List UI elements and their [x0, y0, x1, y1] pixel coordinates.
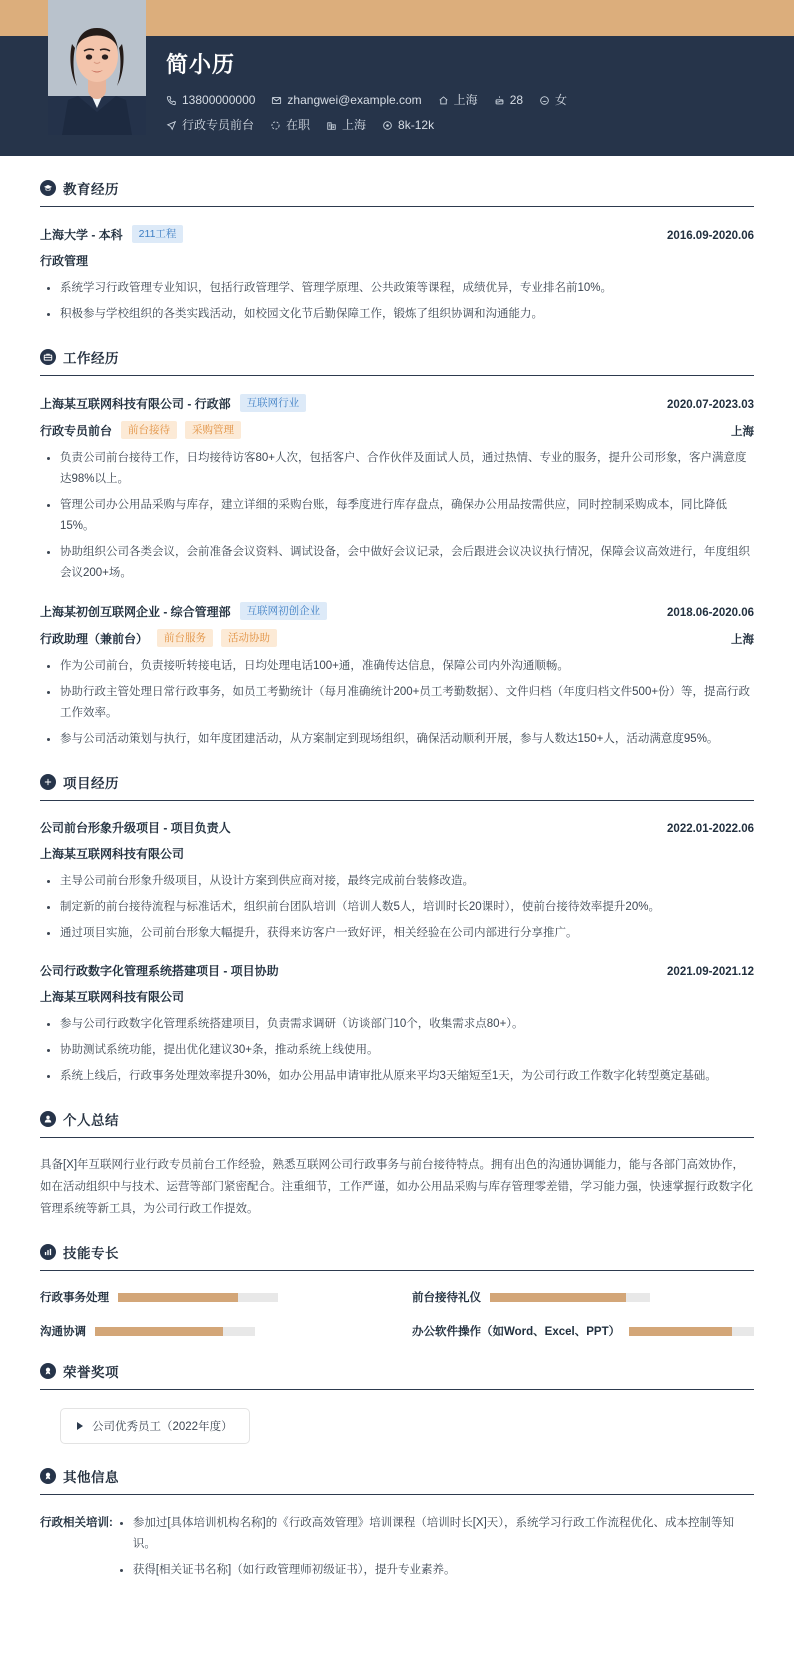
- meta-age-text: 28: [509, 93, 524, 107]
- work-bullets: [44, 656, 754, 750]
- list-item: 作为公司前台，负责接听转接电话，日均处理电话100+通，准确传达信息，保障公司内外沟通顺畅。: [44, 656, 754, 677]
- section-title-skills: 技能专长: [63, 1246, 119, 1261]
- skills-grid: [40, 1289, 754, 1339]
- mail-icon: [271, 95, 282, 106]
- section-projects: [40, 772, 754, 1087]
- list-item: 负责公司前台接待工作，日均接待访客80+人次，包括客户、合作伙伴及面试人员，通过热情、专业的服务，提升公司形象，客户满意度达98%以上。: [44, 448, 754, 490]
- list-item: 获得[相关证书名称]（如行政管理师初级证书），提升专业素养。: [117, 1560, 754, 1581]
- section-title-projects: 项目经历: [63, 776, 119, 791]
- skill-bar-track: [118, 1293, 278, 1302]
- project-name: 公司行政数字化管理系统搭建项目 - 项目协助: [40, 964, 279, 978]
- work-role-left: [40, 421, 249, 439]
- person-icon: [40, 1111, 56, 1127]
- list-item: 积极参与学校组织的各类实践活动，如校园文化节后勤保障工作，锻炼了组织协调和沟通能力。: [44, 304, 754, 325]
- target-icon: [166, 120, 177, 131]
- meta-phone: [166, 90, 255, 110]
- meta-hometown-text: 上海: [453, 93, 478, 107]
- work-icon: [40, 349, 56, 365]
- project-entry-header: [40, 819, 754, 836]
- work-skill-tag: 采购管理: [185, 421, 241, 439]
- skill-bar-fill: [118, 1293, 238, 1302]
- project-company: 上海某互联网科技有限公司: [40, 990, 185, 1004]
- work-entry-left: [40, 394, 314, 412]
- section-header-other-info: [40, 1466, 754, 1495]
- work-location: 上海: [731, 425, 754, 438]
- skill-item: [412, 1323, 754, 1339]
- work-entry-header: [40, 602, 754, 620]
- project-icon: [40, 774, 56, 790]
- project-entry: [40, 819, 754, 944]
- skill-item: [40, 1289, 382, 1305]
- list-item: 主导公司前台形象升级项目，从设计方案到供应商对接，最终完成前台装修改造。: [44, 871, 754, 892]
- resume-body: [0, 178, 794, 1586]
- honor-chip[interactable]: [60, 1408, 250, 1444]
- section-header-projects: [40, 772, 754, 801]
- skill-bar-track: [95, 1327, 255, 1336]
- meta-target-position: [166, 115, 254, 135]
- section-title-education: 教育经历: [63, 182, 119, 197]
- meta-salary-text: 8k-12k: [398, 118, 435, 132]
- skill-label: 前台接待礼仪: [412, 1292, 481, 1304]
- meta-gender: [539, 90, 567, 110]
- meta-city: [326, 115, 366, 135]
- education-tag: 211工程: [132, 225, 184, 243]
- section-skills: [40, 1242, 754, 1339]
- section-title-summary: 个人总结: [63, 1113, 119, 1128]
- work-company: 上海某互联网科技有限公司 - 行政部: [40, 396, 231, 411]
- cake-icon: [494, 95, 505, 106]
- list-item: 协助组织公司各类会议，会前准备会议资料、调试设备，会中做好会议记录，会后跟进会议决议执行情况，保障会议高效进行，年度组织会议200+场。: [44, 542, 754, 584]
- list-item: 参与公司活动策划与执行，如年度团建活动，从方案制定到现场组织，确保活动顺利开展，参与人数达150+人，活动满意度95%。: [44, 729, 754, 750]
- work-entry-header: [40, 394, 754, 412]
- meta-job-status: [270, 115, 310, 135]
- section-header-honors: [40, 1361, 754, 1390]
- contact-meta-row-1: [166, 90, 754, 110]
- skill-bar-fill: [490, 1293, 626, 1302]
- work-skill-tag: 活动协助: [221, 629, 277, 647]
- list-item: 参与公司行政数字化管理系统搭建项目，负责需求调研（访谈部门10个，收集需求点80+）。: [44, 1014, 754, 1035]
- list-item: 管理公司办公用品采购与库存，建立详细的采购台账，每季度进行库存盘点，确保办公用品按需供应，同时控制采购成本，同比降低15%。: [44, 495, 754, 537]
- work-skill-tag: 前台接待: [121, 421, 177, 439]
- meta-hometown: [438, 90, 478, 110]
- meta-email-text: zhangwei@example.com: [287, 93, 422, 107]
- skill-item: [40, 1323, 382, 1339]
- education-bullets: [44, 278, 754, 325]
- education-entry-header: [40, 225, 754, 243]
- skill-label: 沟通协调: [40, 1326, 86, 1338]
- section-header-work: [40, 347, 754, 376]
- page-title: 简小历: [166, 52, 236, 77]
- honor-icon: [40, 1363, 56, 1379]
- meta-gender-text: 女: [555, 93, 568, 107]
- section-education: [40, 178, 754, 325]
- section-title-other-info: 其他信息: [63, 1470, 119, 1485]
- meta-target-text: 行政专员前台: [182, 118, 255, 132]
- work-date: 2018.06-2020.06: [667, 606, 754, 619]
- work-role-row: [40, 421, 754, 439]
- summary-text: 具备[X]年互联网行业行政专员前台工作经验，熟悉互联网公司行政事务与前台接待特点。拥有出色的沟通协调能力，能与各部门高效协作，如在活动组织中与技术、运营等部门紧密配合。注重细节，工作严谨，如办公用品采购与库存管理零差错，学习能力强，快速掌握行政数字化管理系统等新工具，为公司行政工作提效。: [40, 1159, 753, 1215]
- education-school: 上海大学 - 本科: [40, 227, 123, 242]
- list-item: 通过项目实施，公司前台形象大幅提升，获得来访客户一致好评，相关经验在公司内部进行分享推广。: [44, 923, 754, 944]
- project-bullets: [44, 1014, 754, 1087]
- section-title-honors: 荣誉奖项: [63, 1365, 119, 1380]
- meta-salary: [382, 115, 434, 135]
- project-date: 2022.01-2022.06: [667, 823, 754, 835]
- meta-city-text: 上海: [342, 118, 367, 132]
- education-entry: [40, 225, 754, 325]
- education-major: 行政管理: [40, 254, 89, 268]
- work-skill-tag: 前台服务: [157, 629, 213, 647]
- section-other-info: [40, 1466, 754, 1586]
- list-item: 制定新的前台接待流程与标准话术，组织前台团队培训（培训人数5人，培训时长20课时），使前台接待效率提升20%。: [44, 897, 754, 918]
- section-summary: [40, 1109, 754, 1220]
- honor-label: 公司优秀员工（2022年度）: [92, 1421, 233, 1433]
- project-company: 上海某互联网科技有限公司: [40, 847, 185, 861]
- list-item: 系统上线后，行政事务处理效率提升30%，如办公用品申请审批从原来平均3天缩短至1天，为公司行政工作数字化转型奠定基础。: [44, 1066, 754, 1087]
- meta-email: [271, 90, 421, 110]
- skill-label: 行政事务处理: [40, 1292, 109, 1304]
- resume-header: [0, 36, 794, 156]
- other-info-block: [40, 1513, 754, 1586]
- skill-bar-track: [490, 1293, 650, 1302]
- meta-age: [494, 90, 523, 110]
- list-item: 参加过[具体培训机构名称]的《行政高效管理》培训课程（培训时长[X]天），系统学习行政工作流程优化、成本控制等知识。: [117, 1513, 754, 1555]
- meta-job-status-text: 在职: [286, 118, 311, 132]
- education-date: 2016.09-2020.06: [667, 229, 754, 242]
- work-date: 2020.07-2023.03: [667, 398, 754, 411]
- work-role-left: [40, 629, 285, 647]
- avatar-photo: [48, 0, 146, 135]
- salary-icon: [382, 120, 393, 131]
- list-item: 协助测试系统功能，提出优化建议30+条，推动系统上线使用。: [44, 1040, 754, 1061]
- city-icon: [326, 120, 337, 131]
- skill-bar-fill: [629, 1327, 731, 1336]
- section-header-summary: [40, 1109, 754, 1138]
- other-info-label: 行政相关培训:: [40, 1517, 113, 1529]
- other-icon: [40, 1468, 56, 1484]
- honor-list: [40, 1408, 754, 1444]
- work-entry: [40, 602, 754, 750]
- work-industry-tag: 互联网行业: [240, 394, 307, 412]
- work-role-row: [40, 629, 754, 647]
- work-location: 上海: [731, 633, 754, 646]
- list-item: 系统学习行政管理专业知识，包括行政管理学、管理学原理、公共政策等课程，成绩优异，专业排名前10%。: [44, 278, 754, 299]
- work-bullets: [44, 448, 754, 584]
- skill-bar-track: [629, 1327, 754, 1336]
- meta-phone-text: 13800000000: [182, 93, 256, 107]
- skill-icon: [40, 1244, 56, 1260]
- skill-label: 办公软件操作（如Word、Excel、PPT）: [412, 1326, 621, 1338]
- education-entry-left: [40, 225, 191, 243]
- project-name: 公司前台形象升级项目 - 项目负责人: [40, 821, 231, 835]
- section-title-work: 工作经历: [63, 351, 119, 366]
- status-icon: [270, 120, 281, 131]
- section-header-skills: [40, 1242, 754, 1271]
- project-bullets: [44, 871, 754, 944]
- project-entry: [40, 962, 754, 1087]
- project-entry-left: [40, 819, 240, 836]
- project-date: 2021.09-2021.12: [667, 966, 754, 978]
- phone-icon: [166, 95, 177, 106]
- skill-item: [412, 1289, 754, 1305]
- section-header-education: [40, 178, 754, 207]
- work-entry: [40, 394, 754, 584]
- contact-meta-row-2: [166, 115, 754, 135]
- home-icon: [438, 95, 449, 106]
- gender-icon: [539, 95, 550, 106]
- skill-bar-fill: [95, 1327, 223, 1336]
- work-entry-left: [40, 602, 335, 620]
- section-honors: [40, 1361, 754, 1444]
- work-role: 行政助理（兼前台）: [40, 631, 149, 646]
- avatar: [48, 0, 146, 135]
- work-company: 上海某初创互联网企业 - 综合管理部: [40, 604, 231, 619]
- project-entry-left: [40, 962, 288, 979]
- play-triangle-icon: [77, 1422, 83, 1430]
- other-info-items: [117, 1513, 754, 1586]
- work-industry-tag: 互联网初创企业: [240, 602, 328, 620]
- work-role: 行政专员前台: [40, 423, 113, 438]
- project-entry-header: [40, 962, 754, 979]
- section-work: [40, 347, 754, 750]
- list-item: 协助行政主管处理日常行政事务，如员工考勤统计（每月准确统计200+员工考勤数据）、文件归档（年度归档文件500+份）等，提高行政工作效率。: [44, 682, 754, 724]
- education-icon: [40, 180, 56, 196]
